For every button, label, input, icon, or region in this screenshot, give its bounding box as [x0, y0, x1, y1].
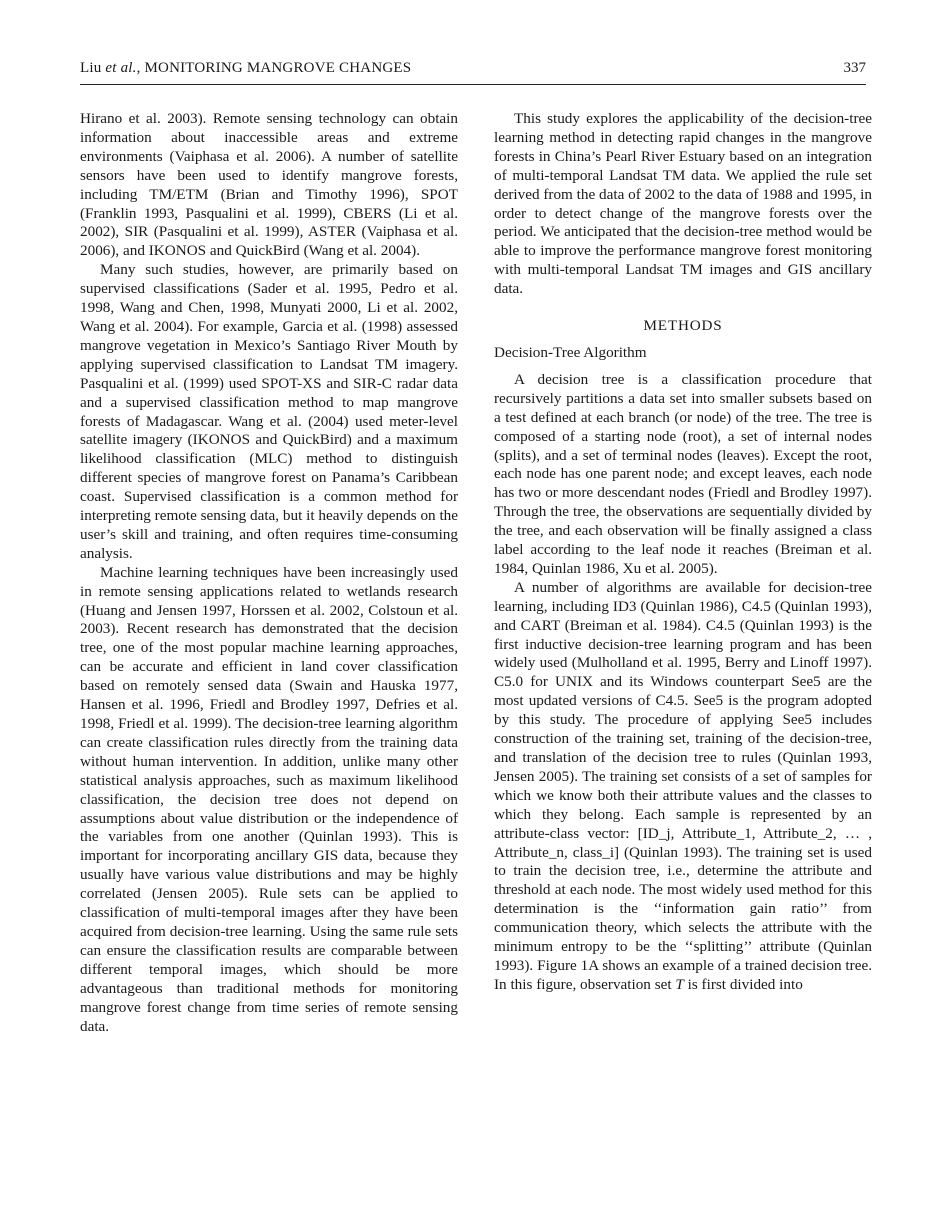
body-paragraph: Machine learning techniques have been increasingly used in remote sensing applications related to wetlands research (Huang and Jensen 1997, Horssen et al. 2002, Colstoun et al. 2003). Recent research has demonstrated that the decision tree, one of the most popular machine learning approaches, can be accurate and efficient in land cover classification based on remotely sensed data (Swain and Hauska 1977, Hansen et al. 1996, Friedl and Brodley 1997, Defries et al. 1998, Friedl et al. 1999). The decision-tree learning algorithm can create classification rules directly from the training data without human intervention. In addition, unlike many other statistical analysis approaches, such as maximum likelihood classification, the decision tree does not depend on assumptions about value distribution or the independence of the variables from one another (Quinlan 1993). This is important for incorporating ancillary GIS data, because they usually have various value distributions and may be highly correlated (Jensen 2005). Rule sets can be applied to classification of multi-temporal images after they have been acquired from decision-tree learning. Using the same rule sets can ensure the classification results are comparable between different temporal images, which should be more advantageous than traditional methods for monitoring mangrove forest change from time series of remote sensing data.	[80, 563, 458, 1035]
running-header	[80, 60, 866, 82]
body-paragraph: A decision tree is a classification procedure that recursively partitions a data set into smaller subsets based on a test defined at each branch (or node) of the tree. The tree is composed of a starting node (root), a set of internal nodes (splits), and a set of terminal nodes (leaves). Except the root, each node has one parent node; and except leaves, each node has two or more descendant nodes (Friedl and Brodley 1997). Through the tree, the observations are sequentially divided by the tree, and each observation will be finally assigned a class label according to the leaf node it reaches (Breiman et al. 1984, Quinlan 1986, Xu et al. 2005).	[494, 370, 872, 577]
header-rule	[80, 84, 866, 85]
intro-paragraph: This study explores the applicability of the decision-tree learning method in detecting rapid changes in the mangrove forests in China’s Pearl River Estuary based on an integration of multi-temporal Landsat TM data. We applied the rule set derived from the data of 2002 to the data of 1988 and 1995, in order to detect change of the mangrove forests over the period. We anticipated that the decision-tree method would be able to improve the performance mangrove forest monitoring with multi-temporal Landsat TM images and GIS ancillary data.	[494, 110, 872, 298]
subsection-heading: Decision-Tree Algorithm	[494, 343, 647, 361]
body-paragraph: Many such studies, however, are primarily based on supervised classifications (Sader et al. 1995, Pedro et al. 1998, Wang and Chen, 1998, Munyati 2000, Li et al. 2002, Wang et al. 2004). For example, Garcia et al. (1998) assessed mangrove vegetation in Mexico’s Santiago River Mouth by applying supervised classification to Landsat TM imagery. Pasqualini et al. (1999) used SPOT-XS and SIR-C radar data and a supervised classification method to map mangrove forests of Madagascar. Wang et al. (2004) used meter-level satellite imagery (IKONOS and QuickBird) and a maximum likelihood classification (MLC) method to distinguish different species of mangrove forest on Panama’s Caribbean coast. Supervised classification is a common method for interpreting remote sensing data, but it heavily depends on the user’s skill and training, and often requires time-consuming analysis.	[80, 261, 458, 562]
right-column	[494, 110, 872, 995]
italic-variable: T	[675, 975, 684, 993]
paragraph-text: A number of algorithms are available for decision-tree learning, including ID3 (Quinlan 1986), C4.5 (Quinlan 1993), and CART (Breiman et al. 1984). C4.5 (Quinlan 1993) is the first inductive decision-tree learning program and has been widely used (Mulholland et al. 1995, Berry and Linoff 1997). C5.0 for UNIX and its Windows counterpart See5 are the most updated versions of C4.5. See5 is the program adopted by this study. The procedure of applying See5 includes construction of the training set, training of the decision-tree, and translation of the decision tree to rules (Quinlan 1993, Jensen 2005). The training set consists of a set of samples for which we know both their attribute values and the classes to which they belong. Each sample is represented by an attribute-class vector: [ID_j, Attribute_1, Attribute_2, … , Attribute_n, class_i] (Quinlan 1993). The training set is used to train the decision tree, i.e., determine the attribute and threshold at each node. The most widely used method for this determination is the ‘‘information gain ratio’’ from communication theory, which selects the attribute with the minimum entropy to be the ‘‘splitting’’ attribute (Quinlan 1993). Figure 1A shows an example of a trained decision tree. In this figure, observation set	[494, 578, 872, 993]
section-heading-methods: METHODS	[643, 317, 723, 335]
page-number: 337	[843, 60, 866, 76]
running-title-etal: et al.	[105, 60, 137, 76]
left-column	[80, 110, 458, 1036]
paragraph-text: is first divided into	[683, 975, 803, 993]
running-title-text: , MONITORING MANGROVE CHANGES	[136, 60, 412, 76]
running-title-author: Liu	[80, 60, 102, 76]
running-title	[80, 60, 411, 77]
body-paragraph	[494, 579, 872, 995]
body-paragraph: Hirano et al. 2003). Remote sensing technology can obtain information about inaccessible areas and extreme environments (Vaiphasa et al. 2006). A number of satellite sensors have been used to identify mangrove forests, including TM/ETM (Brian and Timothy 1996), SPOT (Franklin 1993, Pasqualini et al. 1999), CBERS (Li et al. 2002), SIR (Pasqualini et al. 1999), ASTER (Vaiphasa et al. 2006), and IKONOS and QuickBird (Wang et al. 2004).	[80, 110, 458, 260]
